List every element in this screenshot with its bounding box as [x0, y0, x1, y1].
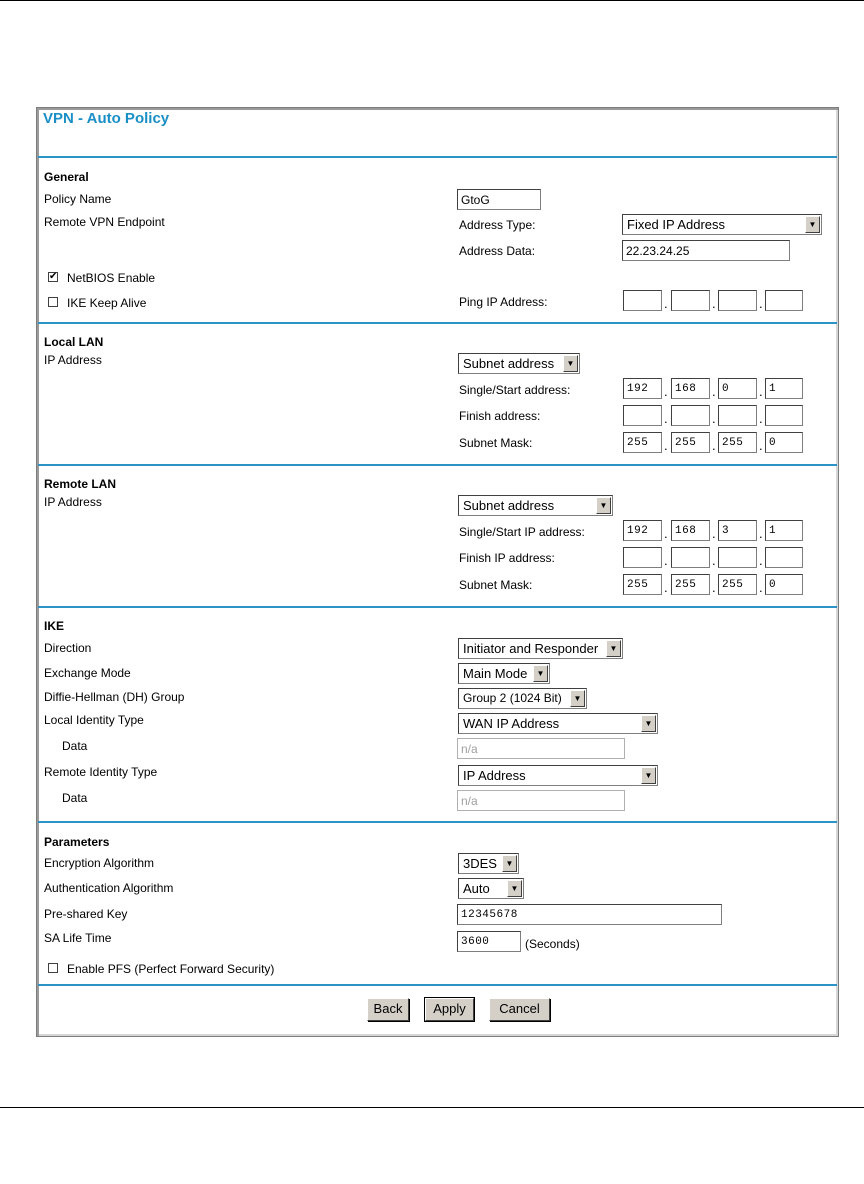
authentication-label: Authentication Algorithm	[44, 881, 174, 895]
section-general-heading: General	[44, 170, 89, 184]
section-remote-lan-heading: Remote LAN	[44, 477, 117, 491]
chevron-down-icon: ▼	[507, 880, 522, 897]
ip-dot: .	[712, 580, 716, 595]
section-ike-heading: IKE	[44, 619, 65, 633]
chevron-down-icon: ▼	[805, 216, 820, 233]
divider	[38, 156, 837, 158]
ip-dot: .	[759, 384, 763, 399]
local-finish-octet-3[interactable]	[718, 405, 757, 426]
remote-finish-label: Finish IP address:	[459, 551, 555, 565]
ping-ip-octet-1[interactable]	[623, 290, 662, 311]
exchange-mode-label: Exchange Mode	[44, 666, 131, 680]
local-mask-octet-3[interactable]	[718, 432, 757, 453]
psk-label: Pre-shared Key	[44, 907, 128, 921]
page-footer-rule	[0, 1107, 864, 1108]
address-data-label: Address Data:	[459, 244, 536, 258]
ip-dot: .	[664, 526, 668, 541]
page-title: VPN - Auto Policy	[43, 110, 170, 127]
chevron-down-icon: ▼	[606, 640, 621, 657]
local-mask-label: Subnet Mask:	[459, 436, 533, 450]
chevron-down-icon: ▼	[502, 855, 517, 872]
ip-dot: .	[712, 438, 716, 453]
exchange-mode-value: Main Mode	[463, 666, 528, 681]
remote-ip-type-select[interactable]	[458, 495, 613, 516]
address-type-value: Fixed IP Address	[627, 217, 726, 232]
pfs-label: Enable PFS (Perfect Forward Security)	[67, 962, 275, 976]
divider	[38, 821, 837, 823]
authentication-value: Auto	[463, 881, 490, 896]
local-mask-octet-1[interactable]	[623, 432, 662, 453]
remote-finish-octet-3[interactable]	[718, 547, 757, 568]
ip-dot: .	[759, 526, 763, 541]
direction-label: Direction	[44, 641, 92, 655]
policy-name-input[interactable]	[457, 189, 541, 210]
chevron-down-icon: ▼	[641, 767, 656, 784]
divider	[38, 464, 837, 466]
divider	[38, 984, 837, 986]
remote-data-label: Data	[62, 791, 88, 805]
local-mask-octet-4[interactable]	[765, 432, 803, 453]
divider	[38, 322, 837, 324]
local-identity-value: WAN IP Address	[463, 716, 560, 731]
remote-data-input[interactable]	[457, 790, 625, 811]
dh-group-select[interactable]	[458, 688, 587, 709]
ping-ip-octet-3[interactable]	[718, 290, 757, 311]
local-finish-octet-2[interactable]	[671, 405, 710, 426]
encryption-select[interactable]	[458, 853, 519, 874]
ping-ip-label: Ping IP Address:	[459, 295, 548, 309]
remote-mask-octet-3[interactable]	[718, 574, 757, 595]
sa-lifetime-input[interactable]	[457, 931, 521, 952]
psk-input[interactable]	[457, 904, 722, 925]
ip-dot: .	[664, 553, 668, 568]
remote-mask-octet-1[interactable]	[623, 574, 662, 595]
address-type-label: Address Type:	[459, 218, 536, 232]
netbios-label: NetBIOS Enable	[67, 271, 156, 285]
remote-mask-label: Subnet Mask:	[459, 578, 533, 592]
ip-dot: .	[664, 411, 668, 426]
encryption-label: Encryption Algorithm	[44, 856, 155, 870]
local-start-octet-4[interactable]	[765, 378, 803, 399]
ip-dot: .	[712, 296, 716, 311]
divider	[38, 606, 837, 608]
local-start-octet-2[interactable]	[671, 378, 710, 399]
direction-value: Initiator and Responder	[463, 641, 599, 656]
chevron-down-icon: ▼	[641, 715, 656, 732]
local-start-octet-3[interactable]	[718, 378, 757, 399]
local-ip-label: IP Address	[44, 353, 102, 367]
chevron-down-icon: ▼	[570, 690, 585, 707]
ip-dot: .	[664, 438, 668, 453]
chevron-down-icon: ▼	[563, 355, 578, 372]
local-data-label: Data	[62, 739, 88, 753]
encryption-value: 3DES	[463, 856, 497, 871]
page-top-rule	[0, 0, 864, 1]
apply-button[interactable]: Apply	[425, 998, 474, 1021]
ip-dot: .	[712, 526, 716, 541]
local-ip-type-select[interactable]	[458, 353, 580, 374]
ip-dot: .	[664, 384, 668, 399]
remote-ip-type-value: Subnet address	[463, 498, 555, 513]
address-type-select[interactable]	[622, 214, 822, 235]
remote-mask-octet-4[interactable]	[765, 574, 803, 595]
local-finish-label: Finish address:	[459, 409, 541, 423]
back-button[interactable]: Back	[367, 998, 409, 1021]
local-ip-type-value: Subnet address	[463, 356, 555, 371]
ip-dot: .	[759, 411, 763, 426]
remote-start-octet-3[interactable]	[718, 520, 757, 541]
cancel-button[interactable]: Cancel	[489, 998, 550, 1021]
local-mask-octet-2[interactable]	[671, 432, 710, 453]
netbios-checkbox[interactable]: ✔	[49, 271, 58, 282]
remote-ip-label: IP Address	[44, 495, 102, 509]
ip-dot: .	[759, 438, 763, 453]
ip-dot: .	[759, 296, 763, 311]
remote-start-label: Single/Start IP address:	[459, 525, 585, 539]
local-finish-octet-1[interactable]	[623, 405, 662, 426]
remote-endpoint-label: Remote VPN Endpoint	[44, 215, 165, 229]
ip-dot: .	[759, 580, 763, 595]
ike-keepalive-label: IKE Keep Alive	[67, 296, 147, 310]
chevron-down-icon: ▼	[596, 497, 611, 514]
ip-dot: .	[712, 384, 716, 399]
remote-start-octet-4[interactable]	[765, 520, 803, 541]
remote-finish-octet-1[interactable]	[623, 547, 662, 568]
remote-identity-label: Remote Identity Type	[44, 765, 158, 779]
remote-identity-select[interactable]	[458, 765, 658, 786]
exchange-mode-select[interactable]	[458, 663, 550, 684]
pfs-checkbox[interactable]	[48, 963, 58, 973]
ike-keepalive-checkbox[interactable]	[48, 297, 58, 307]
remote-identity-value: IP Address	[463, 768, 526, 783]
remote-finish-octet-2[interactable]	[671, 547, 710, 568]
section-parameters-heading: Parameters	[44, 835, 110, 849]
ip-dot: .	[664, 580, 668, 595]
ip-dot: .	[759, 553, 763, 568]
policy-name-label: Policy Name	[44, 192, 112, 206]
ip-dot: .	[712, 411, 716, 426]
local-identity-select[interactable]	[458, 713, 658, 734]
direction-select[interactable]	[458, 638, 623, 659]
local-start-label: Single/Start address:	[459, 383, 571, 397]
ping-ip-octet-2[interactable]	[671, 290, 710, 311]
sa-lifetime-unit: (Seconds)	[525, 937, 580, 951]
local-finish-octet-4[interactable]	[765, 405, 803, 426]
local-data-input[interactable]	[457, 738, 625, 759]
remote-start-octet-2[interactable]	[671, 520, 710, 541]
remote-start-octet-1[interactable]	[623, 520, 662, 541]
local-start-octet-1[interactable]	[623, 378, 662, 399]
address-data-input[interactable]	[622, 240, 790, 261]
local-identity-label: Local Identity Type	[44, 713, 144, 727]
ip-dot: .	[712, 553, 716, 568]
ip-dot: .	[664, 296, 668, 311]
ping-ip-octet-4[interactable]	[765, 290, 803, 311]
authentication-select[interactable]	[458, 878, 524, 899]
section-local-lan-heading: Local LAN	[44, 335, 104, 349]
dh-group-label: Diffie-Hellman (DH) Group	[44, 690, 185, 704]
chevron-down-icon: ▼	[533, 665, 548, 682]
dh-group-value: Group 2 (1024 Bit)	[463, 691, 562, 705]
sa-lifetime-label: SA Life Time	[44, 931, 112, 945]
remote-mask-octet-2[interactable]	[671, 574, 710, 595]
remote-finish-octet-4[interactable]	[765, 547, 803, 568]
